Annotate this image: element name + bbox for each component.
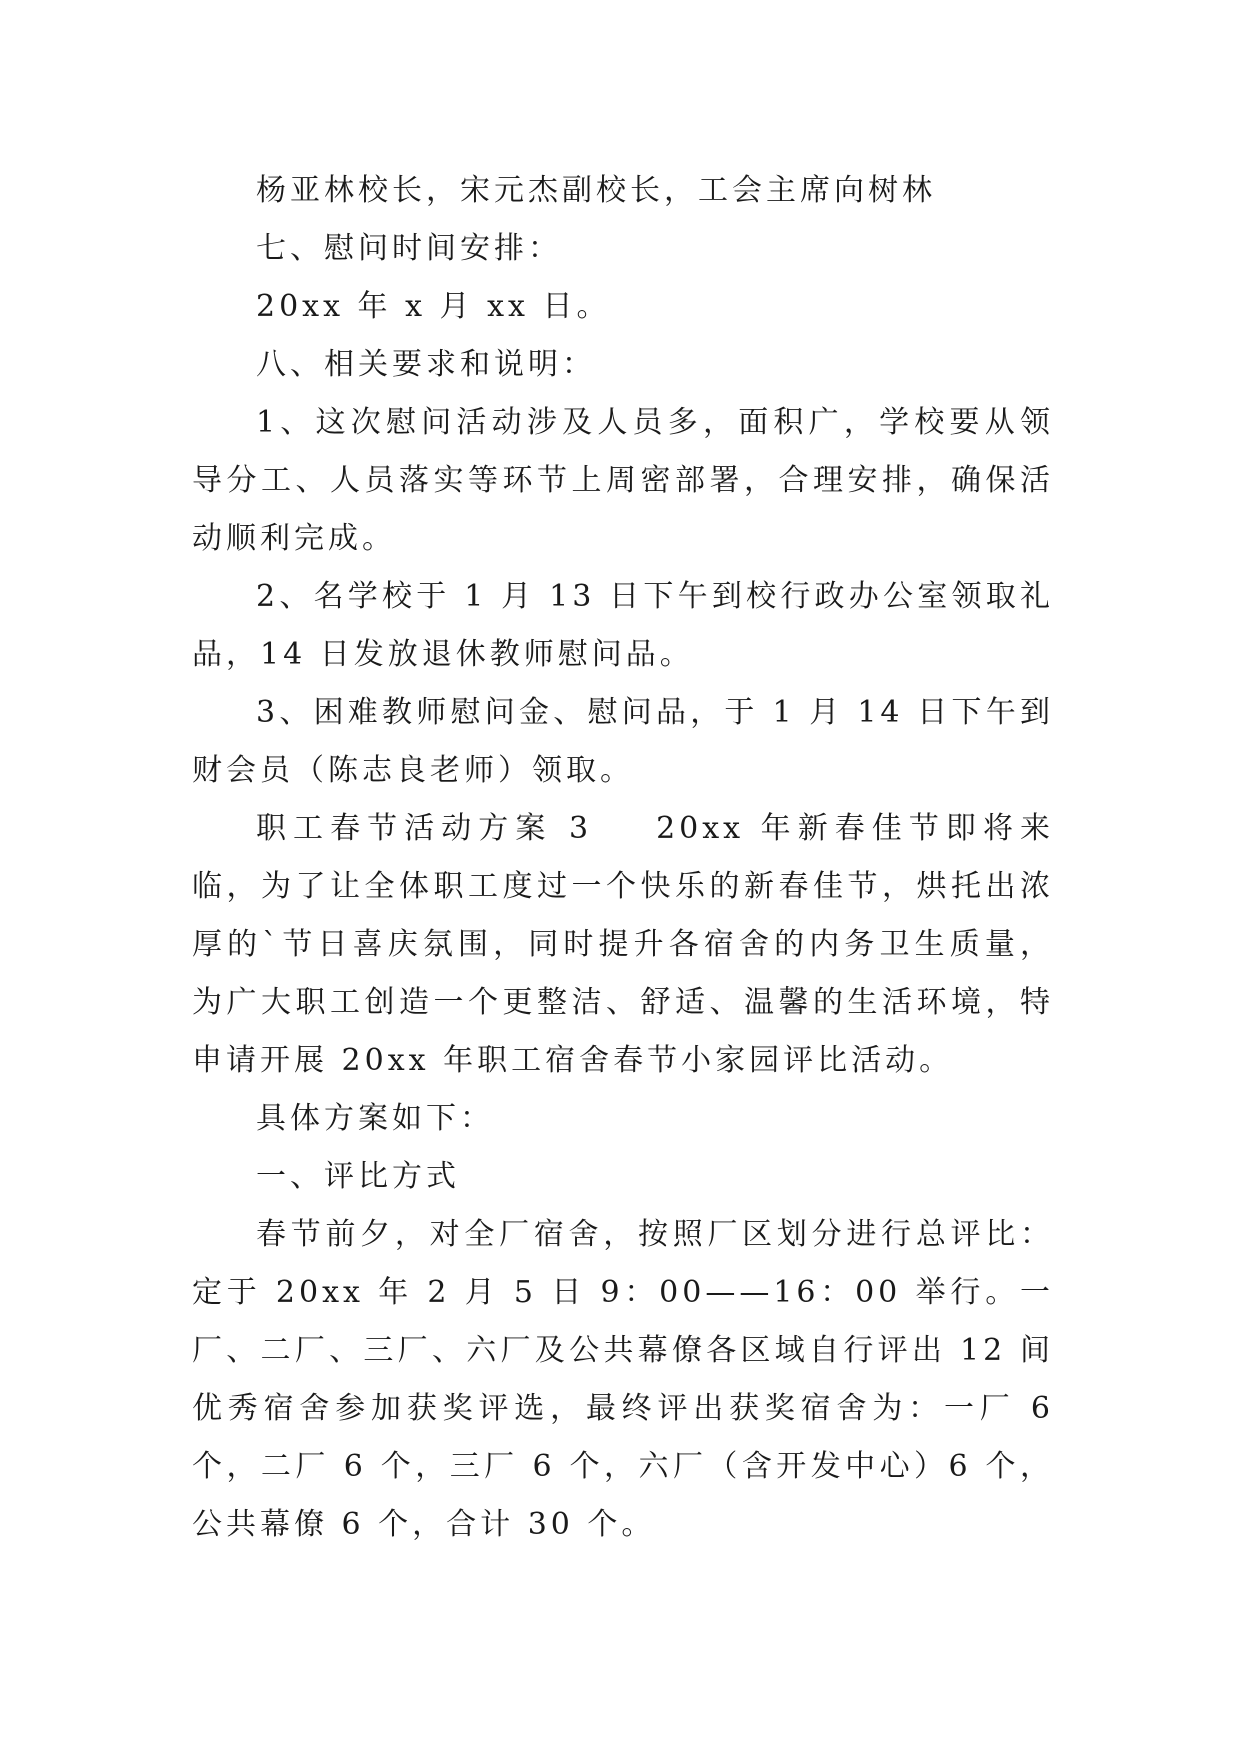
section3-intro: 20xx 年新春佳节即将来临，为了让全体职工度过一个快乐的新春佳节，烘托出浓厚的`节日喜庆氛围，同时提升各宿舍的内务卫生质量，为广大职工创造一个更整洁、舒适、温馨的生活环境，特申请开展 20xx 年职工宿舍春节小家园评比活动。 [192,811,1054,1078]
heading-section-eight: 八、相关要求和说明： [256,347,596,382]
paragraph-principals: 杨亚林校长，宋元杰副校长，工会主席向树林 [256,173,936,208]
paragraph-date: 20xx 年 x 月 xx 日。 [256,289,611,324]
paragraph-requirement-3: 3、困难教师慰问金、慰问品，于 1 月 14 日下午到财会员（陈志良老师）领取。 [192,695,1054,788]
heading-evaluation-method: 一、评比方式 [256,1159,460,1194]
section3-heading: 职工春节活动方案 3 [256,811,593,846]
heading-section-seven: 七、慰问时间安排： [256,231,562,266]
paragraph-plan-intro: 具体方案如下： [256,1101,494,1136]
paragraph-requirement-1: 1、这次慰问活动涉及人员多，面积广，学校要从领导分工、人员落实等环节上周密部署，合理安排，确保活动顺利完成。 [192,405,1054,556]
paragraph-section3 [192,800,1054,1090]
paragraph-requirement-2: 2、名学校于 1 月 13 日下午到校行政办公室领取礼品，14 日发放退休教师慰问品。 [192,579,1054,672]
document-body [192,162,1054,1554]
paragraph-evaluation-details: 春节前夕，对全厂宿舍，按照厂区划分进行总评比：定于 20xx 年 2 月 5 日 9：00——16：00 举行。一厂、二厂、三厂、六厂及公共幕僚各区域自行评出 12 间优秀宿舍参加获奖评选，最终评出获奖宿舍为：一厂 6 个，二厂 6 个，三厂 6 个，六厂（含开发中心）6 个，公共幕僚 6 个，合计 30 个。 [192,1217,1054,1542]
